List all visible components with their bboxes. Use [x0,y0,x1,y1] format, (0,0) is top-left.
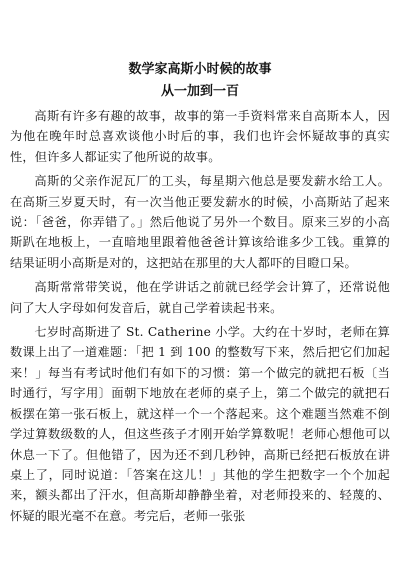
paragraph-3: 高斯常常带笑说，他在学讲话之前就已经学会计算了，还常说他问了大人字母如何发音后，就自己学着读起书来。 [10,280,390,315]
document-title: 数学家高斯小时候的故事 [128,62,272,77]
paragraph-2: 高斯的父亲作泥瓦厂的工头，每星期六他总是要发薪水给工人。在高斯三岁夏天时，有一次当他正要发薪水的时候，小高斯站了起来说：「爸爸，你弄错了。」然后他说了另外一个数目。原来三岁的小高斯趴在地板上，一直暗地里跟着他爸爸计算该给谁多少工钱。重算的结果证明小高斯是对的，这把站在那里的大人都吓的目瞪口呆。 [10,174,390,270]
document-subtitle: 从一加到一百 [160,84,239,99]
paragraph-1: 高斯有许多有趣的故事，故事的第一手资料常来自高斯本人，因为他在晚年时总喜欢谈他小时后的事，我们也许会怀疑故事的真实性，但许多人都证实了他所说的故事。 [10,109,390,164]
paragraph-4: 七岁时高斯进了 St. Catherine 小学。大约在十岁时，老师在算数课上出了一道难题：「把 1 到 100 的整数写下来，然后把它们加起来！」每当有考试时他们有如下的习惯：第一个做完的就把石板〔当时通行，写字用〕面朝下地放在老师的桌子上，第二个做完的就把石板摆在第一张石板上，就这样一个一个落起来。这个难题当然难不倒学过算数级数的人，但这些孩子才刚开始学算数呢！老师心想他可以休息一下了。但他错了，因为还不到几秒钟，高斯已经把石板放在讲桌上了，同时说道：「答案在这儿！」其他的学生把数字一个个加起来，额头都出了汗水，但高斯却静静坐着，对老师投来的、轻蔑的、怀疑的眼光毫不在意。考完后，老师一张张 [10,325,390,523]
